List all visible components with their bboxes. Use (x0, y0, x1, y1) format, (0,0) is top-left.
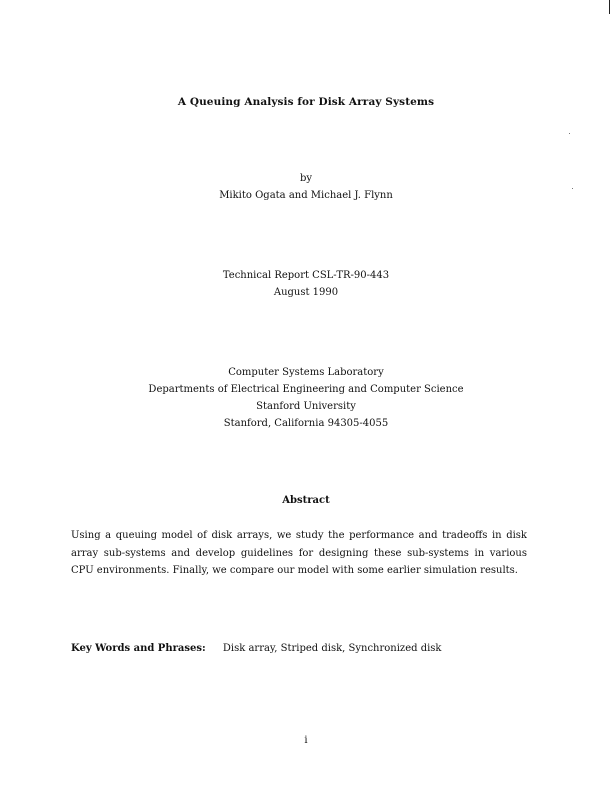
lab-name: Computer Systems Laboratory (228, 367, 384, 378)
address: Stanford, California 94305-4055 (223, 418, 389, 429)
page-edge-mark (609, 0, 610, 14)
abstract-heading: Abstract (282, 495, 330, 506)
departments: Departments of Electrical Engineering and Computer Science (148, 384, 464, 395)
byline-by: by (299, 173, 313, 184)
report-date: August 1990 (273, 287, 339, 298)
abstract-body: Using a queuing model of disk arrays, we study the performance and tradeoffs in disk array sub-systems and develop guidelines for designing these sub-systems in various CPU environments. Finally, we compare our model with some earlier simulation results. (71, 530, 527, 577)
authors: Mikito Ogata and Michael J. Flynn (219, 190, 393, 201)
paper-title: A Queuing Analysis for Disk Array Systems (177, 96, 435, 108)
university: Stanford University (256, 401, 356, 412)
page-number: i (304, 735, 308, 746)
report-number: Technical Report CSL-TR-90-443 (222, 270, 390, 281)
keywords-line (71, 643, 441, 654)
scan-speck (569, 133, 570, 134)
keywords-label: Key Words and Phrases: (71, 643, 206, 654)
keywords-value: Disk array, Striped disk, Synchronized disk (222, 643, 442, 654)
